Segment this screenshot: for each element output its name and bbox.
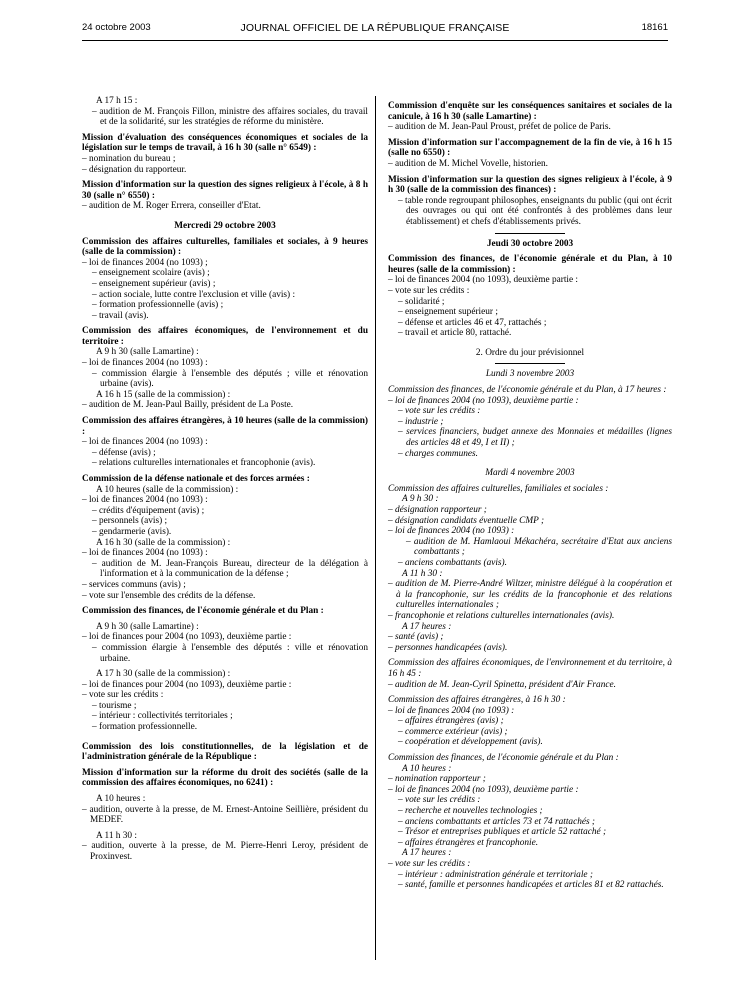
agenda-line: – nomination rapporteur ; [388,774,486,785]
agenda-line: – commerce extérieur (avis) ; [398,726,508,737]
agenda-line: – enseignement supérieur (avis) ; [92,278,216,289]
agenda-line: – personnels (avis) ; [92,516,168,527]
agenda-line: A 17 heures : [402,848,452,859]
agenda-line: – intérieur : collectivités territoriales ; [92,711,233,722]
agenda-line: – loi de finances 2004 (no 1093), deuxième partie : [388,395,579,406]
agenda-line: – relations culturelles internationales et francophonie (avis). [92,458,316,469]
section-heading: Mission d'information sur la réforme du droit des sociétés (salle de la commission des affaires économiques, no 6241) : [82,767,368,789]
agenda-line: – vote sur les crédits : [82,690,164,701]
agenda-line: – loi de finances 2004 (no 1093), deuxième partie : [388,275,579,286]
agenda-line: – commission élargie à l'ensemble des députés : ville et rénovation urbaine. [92,642,368,664]
agenda-line: – désignation rapporteur ; [388,505,487,515]
section-rule [495,363,565,364]
agenda-line: – loi de finances pour 2004 (no 1093), deuxième partie : [82,679,292,690]
section-heading: Mission d'information sur la question des signes religieux à l'école, à 8 h 30 (salle n° 6550) : [82,180,368,201]
agenda-line: A 10 heures : [402,763,452,774]
agenda-line: – audition de M. Jean-Cyril Spinetta, président d'Air France. [388,679,616,690]
section-heading: Mission d'information sur la question des signes religieux à l'école, à 9 h 30 (salle de la commission des finances) : [388,174,672,196]
agenda-line: – travail et article 80, rattaché. [398,328,512,339]
agenda-line: – vote sur les crédits : [388,859,471,869]
agenda-line: Commission des finances, de l'économie générale et du Plan : [388,753,619,764]
agenda-line: – enseignement supérieur ; [398,307,498,318]
agenda-line: – vote sur les crédits : [388,285,470,296]
agenda-line: – désignation du rapporteur. [82,164,187,175]
section-heading: Commission de la défense nationale et des forces armées : [82,474,310,484]
agenda-line: – défense et articles 46 et 47, rattachés ; [398,317,547,328]
section-heading: Jeudi 30 octobre 2003 [486,238,574,249]
column-divider [375,96,376,960]
agenda-line: Commission des affaires économiques, de l'environnement et du territoire, à 16 h 45 : [388,658,672,679]
agenda-line: – loi de finances 2004 (no 1093) : [82,495,208,506]
agenda-line: – loi de finances 2004 (no 1093) : [388,526,515,537]
agenda-line: – enseignement scolaire (avis) ; [92,268,210,279]
agenda-line: – services communs (avis) ; [82,579,186,590]
agenda-line: – anciens combattants (avis). [398,557,507,568]
agenda-line: – table ronde regroupant philosophes, enseignants du public (qui ont écrit des ouvrages ou qui ont été confrontés à des problèmes dans leur établissement) et chefs d'établissements privés. [398,195,672,227]
section-heading: Commission des lois constitutionnelles, de la législation et de l'administration générale de la République : [82,741,368,763]
section-heading: 2. Ordre du jour prévisionnel [475,347,585,358]
section-heading: Mission d'évaluation des conséquences économiques et sociales de la législation sur le temps de travail, à 16 h 30 (salle n° 6549) : [82,132,368,154]
agenda-line: – santé, famille et personnes handicapées et articles 81 et 82 rattachés. [398,880,664,891]
agenda-line: – défense (avis) ; [92,447,156,458]
agenda-line: – loi de finances pour 2004 (no 1093), deuxième partie : [82,632,292,643]
journal-title: JOURNAL OFFICIEL DE LA RÉPUBLIQUE FRANÇAISE [240,22,510,34]
agenda-line: – désignation candidats éventuelle CMP ; [388,515,545,526]
agenda-line: – services financiers, budget annexe des Monnaies et médailles (lignes des articles 48 et 49, I et II) ; [398,427,672,449]
agenda-line: – formation professionnelle. [92,722,198,733]
agenda-line: – audition de M. François Fillon, ministre des affaires sociales, du travail et de la solidarité, sur les stratégies de réforme du ministère. [92,106,368,128]
agenda-line: – vote sur les crédits : [398,406,481,417]
section-heading: Commission des affaires économiques, de l'environnement et du territoire : [82,326,368,347]
agenda-line: – francophonie et relations culturelles internationales (avis). [388,610,615,621]
section-heading: Mission d'information sur l'accompagnement de la fin de vie, à 16 h 15 (salle no 6550) : [388,137,672,159]
agenda-line: – audition de M. Pierre-André Wiltzer, ministre délégué à la coopération et à la francophonie, sur les crédits de la francophonie et des relations culturelles internationales ; [388,579,672,611]
section-heading: Mardi 4 novembre 2003 [485,468,575,479]
section-heading: Commission d'enquête sur les conséquences sanitaires et sociales de la canicule, à 16 h 30 (salle Lamartine) : [388,101,672,122]
agenda-line: – vote sur les crédits : [398,795,481,806]
agenda-line: – travail (avis). [92,310,149,321]
agenda-line: – commission élargie à l'ensemble des députés ; ville et rénovation urbaine (avis). [92,368,368,390]
section-heading: Commission des affaires culturelles, familiales et sociales, à 9 heures (salle de la commission) : [82,236,368,258]
agenda-line: A 11 h 30 : [96,830,137,841]
left-column [82,96,368,863]
agenda-line: A 10 heures (salle de la commission) : [96,484,239,495]
agenda-line: – audition, ouverte à la presse, de M. Ernest-Antoine Seillière, président du MEDEF. [82,804,368,826]
agenda-line: A 16 h 15 (salle de la commission) : [96,389,231,400]
agenda-line: – anciens combattants et articles 73 et 74 rattachés ; [398,816,596,827]
agenda-line: – santé (avis) ; [388,632,444,643]
header-date: 24 octobre 2003 [82,22,151,33]
agenda-line: – nomination du bureau ; [82,153,176,164]
agenda-line: – loi de finances 2004 (no 1093), deuxième partie : [388,784,579,795]
agenda-line: – audition de M. Hamlaoui Mékachéra, secrétaire d'Etat aux anciens combattants ; [406,536,672,558]
agenda-line: – crédits d'équipement (avis) ; [92,505,205,516]
agenda-line: – action sociale, lutte contre l'exclusion et ville (avis) : [92,289,296,300]
agenda-line: – recherche et nouvelles technologies ; [398,806,543,817]
agenda-line: – charges communes. [398,448,478,459]
agenda-line: A 10 heures : [96,794,146,805]
agenda-line: A 9 h 30 (salle Lamartine) : [96,347,199,358]
section-heading: Mercredi 29 octobre 2003 [174,220,276,231]
agenda-line: A 17 h 30 (salle de la commission) : [96,669,231,680]
agenda-line: A 9 h 30 (salle Lamartine) : [96,621,199,632]
right-column [388,96,672,891]
agenda-line: Lundi 3 novembre 2003 [485,369,575,380]
agenda-line: – loi de finances 2004 (no 1093) : [82,548,208,559]
section-heading: Commission des finances, de l'économie générale et du Plan, à 10 heures (salle de la commission) : [388,254,672,275]
agenda-line: – audition de M. Jean-François Bureau, directeur de la délégation à l'information et à la communication de la défense ; [92,558,368,580]
agenda-line: – Trésor et entreprises publiques et article 52 rattaché ; [398,827,607,838]
agenda-line: – vote sur l'ensemble des crédits de la défense. [82,590,256,601]
agenda-line: – loi de finances 2004 (no 1093) ; [82,257,208,268]
section-heading: Commission des affaires étrangères, à 10 heures (salle de la commission) : [82,416,368,437]
section-rule [495,233,565,234]
agenda-line: – audition, ouverte à la presse, de M. Pierre-Henri Leroy, président de Proxinvest. [82,841,368,862]
section-heading: Commission des finances, de l'économie générale et du Plan : [82,606,324,617]
agenda-line: A 9 h 30 : [402,494,439,505]
agenda-line: – loi de finances 2004 (no 1093) : [82,437,208,448]
agenda-line: – loi de finances 2004 (no 1093) : [388,705,515,716]
agenda-line: – audition de M. Michel Vovelle, historien. [388,158,549,169]
agenda-line: – coopération et développement (avis). [398,737,543,748]
agenda-line: A 17 h 15 : [96,96,138,106]
agenda-line: – industrie ; [398,416,444,427]
header-rule [82,40,668,41]
agenda-line: – personnes handicapées (avis). [388,642,508,653]
agenda-line: – solidarité ; [398,296,445,307]
agenda-line: A 16 h 30 (salle de la commission) : [96,537,231,548]
agenda-line: Commission des finances, de l'économie générale et du Plan, à 17 heures : [388,385,667,396]
agenda-line: Commission des affaires culturelles, familiales et sociales : [388,483,609,494]
page-header [82,22,668,36]
agenda-line: – audition de M. Roger Errera, conseiller d'Etat. [82,201,261,212]
agenda-line: – audition de M. Jean-Paul Bailly, président de La Poste. [82,400,294,411]
agenda-line: – formation professionnelle (avis) ; [92,300,224,311]
agenda-line: – loi de finances 2004 (no 1093) : [82,358,208,369]
agenda-line: A 11 h 30 : [402,568,443,579]
agenda-line: – intérieur : administration générale et territoriale ; [398,869,593,880]
agenda-line: – audition de M. Jean-Paul Proust, préfet de police de Paris. [388,122,611,133]
agenda-line: – gendarmerie (avis). [92,526,172,537]
agenda-line: Commission des affaires étrangères, à 16 h 30 : [388,695,566,706]
agenda-line: – tourisme ; [92,700,137,711]
agenda-line: A 17 heures : [402,621,452,632]
agenda-line: – affaires étrangères (avis) ; [398,716,504,727]
agenda-line: – affaires étrangères et francophonie. [398,837,539,848]
page-number: 18161 [641,22,668,33]
